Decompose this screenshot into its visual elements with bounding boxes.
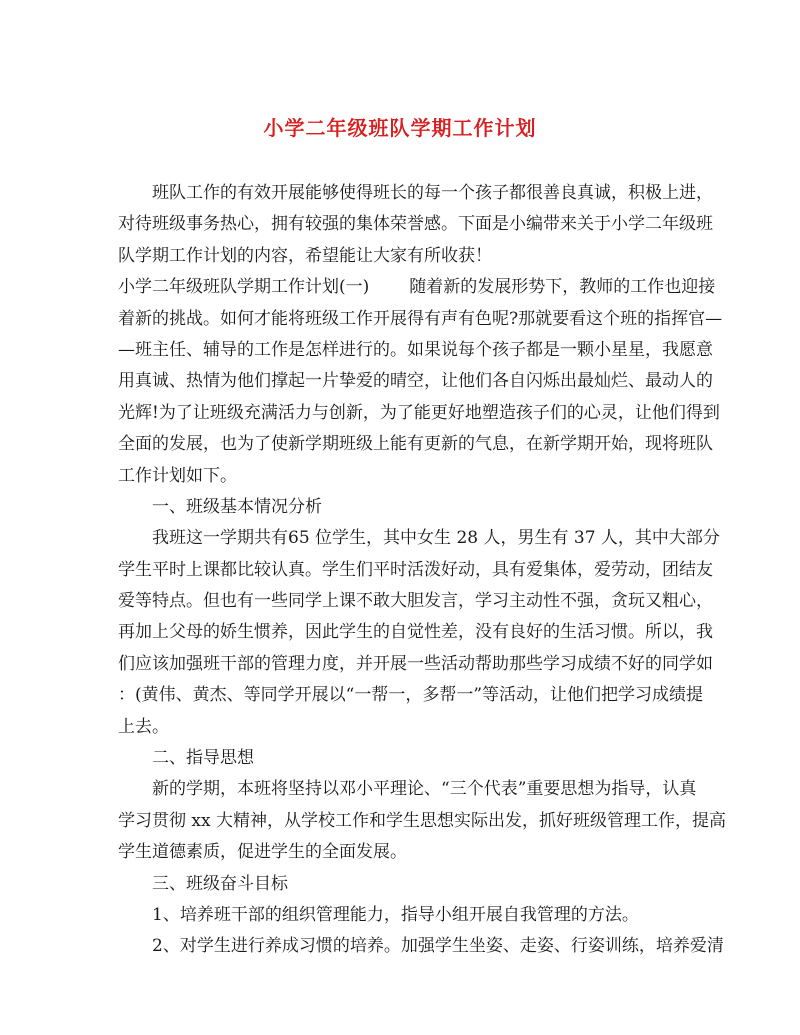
text-line: 上去。 [118, 716, 169, 737]
text-line: 们应该加强班干部的管理力度，并开展一些活动帮助那些学习成绩不好的同学如 [118, 653, 713, 674]
text-line: 再加上父母的娇生惯养，因此学生的自觉性差，没有良好的生活习惯。所以，我 [118, 622, 713, 643]
document-title: 小学二年级班队学期工作计划 [263, 116, 537, 140]
section-heading: 三、班级奋斗目标 [152, 873, 288, 894]
text-line: 光辉!为了让班级充满活力与创新，为了能更好地塑造孩子们的心灵，让他们得到 [118, 402, 720, 423]
document-body [118, 178, 726, 963]
text-line-with-heading [118, 272, 716, 303]
text-line: 对待班级事务热心，拥有较强的集体荣誉感。下面是小编带来关于小学二年级班 [118, 214, 713, 235]
section-heading-inline: 小学二年级班队学期工作计划(一) [118, 277, 370, 298]
text-line: 学生平时上课都比较认真。学生们平时活泼好动，具有爱集体，爱劳动，团结友 [118, 559, 713, 580]
text-line: 学习贯彻 xx 大精神，从学校工作和学生思想实际出发，抓好班级管理工作，提高 [118, 810, 726, 831]
section-heading: 二、指导思想 [152, 748, 254, 769]
text-line: 学生道德素质，促进学生的全面发展。 [118, 842, 407, 863]
text-line: 我班这一学期共有65 位学生，其中女生 28 人，男生有 37 人，其中大部分 [152, 528, 720, 549]
text-line: ：(黄伟、黄杰、等同学开展以“一帮一，多帮一”等活动，让他们把学习成绩提 [118, 685, 704, 706]
text-line: 工作计划如下。 [118, 465, 237, 486]
text-line: 爱等特点。但也有一些同学上课不敢大胆发言，学习主动性不强，贪玩又粗心， [118, 591, 713, 612]
text-segment: 随着新的发展形势下，教师的工作也迎接 [409, 277, 716, 298]
list-item: 1、培养班干部的组织管理能力，指导小组开展自我管理的方法。 [152, 904, 639, 925]
text-line: 队学期工作计划的内容，希望能让大家有所收获！ [118, 245, 492, 266]
text-line: 着新的挑战。如何才能将班级工作开展得有声有色呢?那就要看这个班的指挥官— [118, 308, 723, 329]
text-line: 用真诚、热情为他们撑起一片挚爱的晴空，让他们各自闪烁出最灿烂、最动人的 [118, 371, 713, 392]
list-item: 2、对学生进行养成习惯的培养。加强学生坐姿、走姿、行姿训练，培养爱清 [152, 936, 724, 957]
text-line: 全面的发展，也为了使新学期班级上能有更新的气息，在新学期开始，现将班队 [118, 434, 713, 455]
text-line: 班队工作的有效开展能够使得班长的每一个孩子都很善良真诚，积极上进， [152, 183, 713, 203]
text-line: 新的学期，本班将坚持以邓小平理论、“三个代表”重要思想为指导，认真 [152, 779, 697, 800]
text-line: —班主任、辅导的工作是怎样进行的。如果说每个孩子都是一颗小星星，我愿意 [118, 339, 713, 360]
section-heading: 一、班级基本情况分析 [152, 496, 322, 517]
